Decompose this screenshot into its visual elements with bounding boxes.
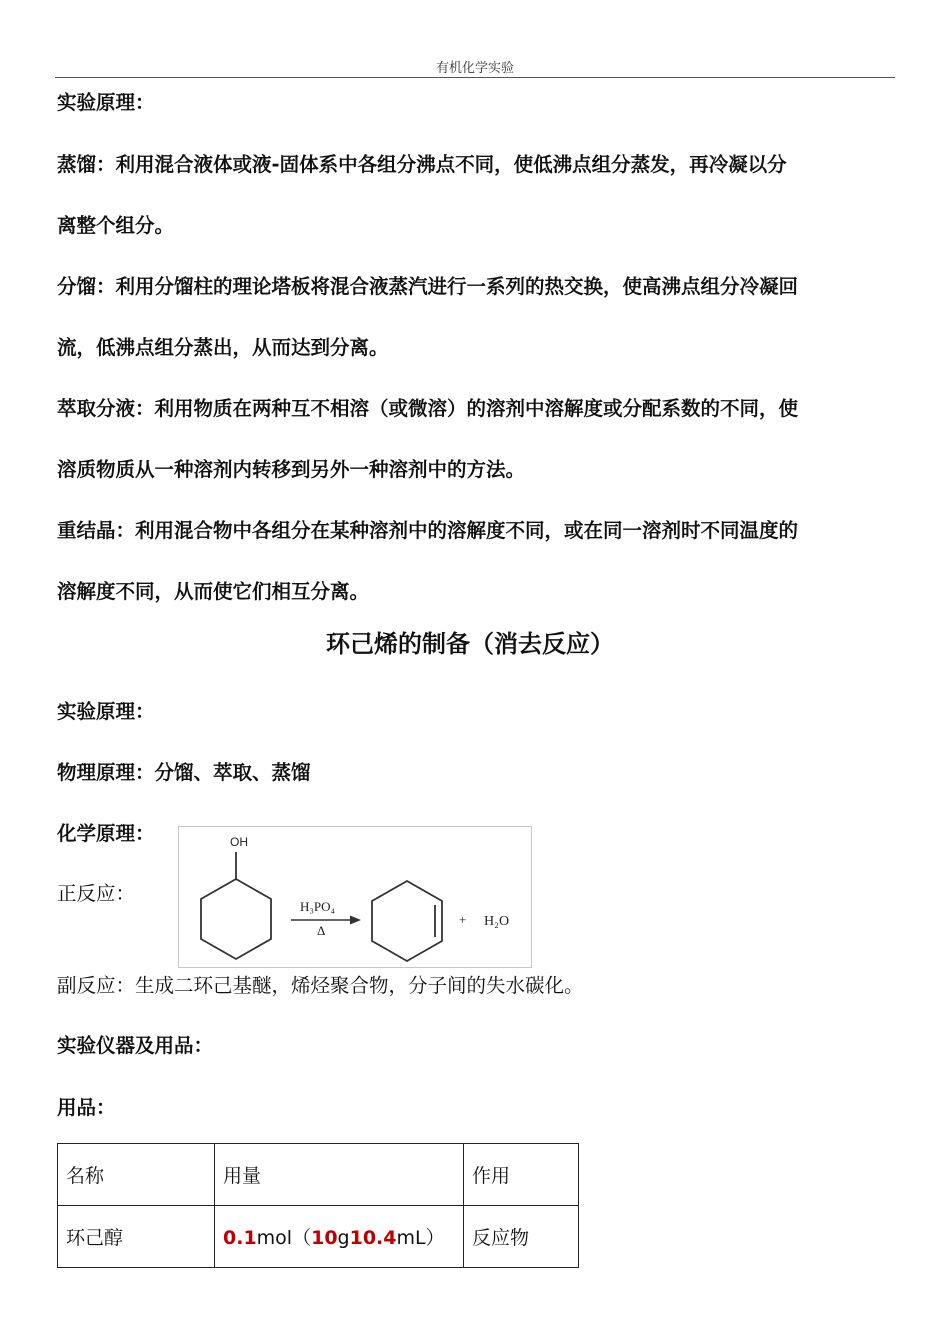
cell-name: 环己醇 bbox=[58, 1206, 215, 1268]
amount-gram-unit: g bbox=[337, 1227, 350, 1249]
amount-ml-unit: mL） bbox=[396, 1227, 445, 1249]
chemical-principle-label: 化学原理： bbox=[57, 822, 155, 845]
principle-line-extraction-1: 萃取分液：利用物质在两种互不相溶（或微溶）的溶剂中溶解度或分配系数的不同，使 bbox=[57, 397, 799, 420]
reaction-arrow-head bbox=[350, 916, 361, 925]
principle-line-recrystallization-1: 重结晶：利用混合物中各组分在某种溶剂中的溶解度不同，或在同一溶剂时不同温度的 bbox=[57, 519, 799, 542]
physical-principle: 物理原理：分馏、萃取、蒸馏 bbox=[57, 761, 311, 784]
amount-gram-value: 10 bbox=[311, 1227, 338, 1249]
header-role: 作用 bbox=[464, 1144, 579, 1206]
header-amount: 用量 bbox=[215, 1144, 464, 1206]
amount-mol-value: 0.1 bbox=[223, 1227, 257, 1249]
header-name: 名称 bbox=[58, 1144, 215, 1206]
principle-line-extraction-2: 溶质物质从一种溶剂内转移到另外一种溶剂中的方法。 bbox=[57, 458, 526, 481]
principle-line-distillation-1: 蒸馏：利用混合液体或液-固体系中各组分沸点不同，使低沸点组分蒸发，再冷凝以分 bbox=[57, 153, 787, 176]
supplies-heading: 用品： bbox=[57, 1096, 116, 1119]
amount-mol-unit: mol（ bbox=[256, 1227, 312, 1249]
hydroxyl-label: OH bbox=[230, 835, 248, 849]
experiment-title: 环己烯的制备（消去反应） bbox=[326, 630, 614, 658]
cyclohexanol-ring bbox=[201, 879, 271, 959]
main-reaction-label: 正反应： bbox=[57, 882, 136, 905]
supplies-table bbox=[57, 1143, 579, 1268]
heat-condition-label: Δ bbox=[317, 923, 326, 938]
side-reaction: 副反应：生成二环己基醚，烯烃聚合物，分子间的失水碳化。 bbox=[57, 974, 584, 997]
plus-sign: + bbox=[459, 912, 467, 927]
reaction-equation-figure bbox=[178, 826, 532, 968]
section-heading-principles: 实验原理： bbox=[57, 91, 155, 114]
amount-ml-value: 10.4 bbox=[349, 1227, 397, 1249]
principle-line-fractional-1: 分馏：利用分馏柱的理论塔板将混合液蒸汽进行一系列的热交换，使高沸点组分冷凝回 bbox=[57, 275, 799, 298]
page-header: 有机化学实验 bbox=[435, 61, 514, 76]
header-divider bbox=[55, 77, 895, 78]
water-label: H₂O bbox=[484, 914, 510, 929]
cell-amount bbox=[215, 1206, 464, 1268]
reaction-equation-svg bbox=[179, 827, 531, 967]
table-row bbox=[58, 1206, 579, 1268]
experiment-principle-heading: 实验原理： bbox=[57, 700, 155, 723]
principle-line-recrystallization-2: 溶解度不同，从而使它们相互分离。 bbox=[57, 580, 370, 603]
catalyst-label: H₃PO₄ bbox=[300, 899, 336, 914]
apparatus-heading: 实验仪器及用品： bbox=[57, 1034, 214, 1057]
cyclohexene-ring bbox=[372, 881, 442, 961]
cell-role: 反应物 bbox=[464, 1206, 579, 1268]
principle-line-fractional-2: 流，低沸点组分蒸出，从而达到分离。 bbox=[57, 336, 389, 359]
table-header-row bbox=[58, 1144, 579, 1206]
principle-line-distillation-2: 离整个组分。 bbox=[57, 214, 175, 237]
